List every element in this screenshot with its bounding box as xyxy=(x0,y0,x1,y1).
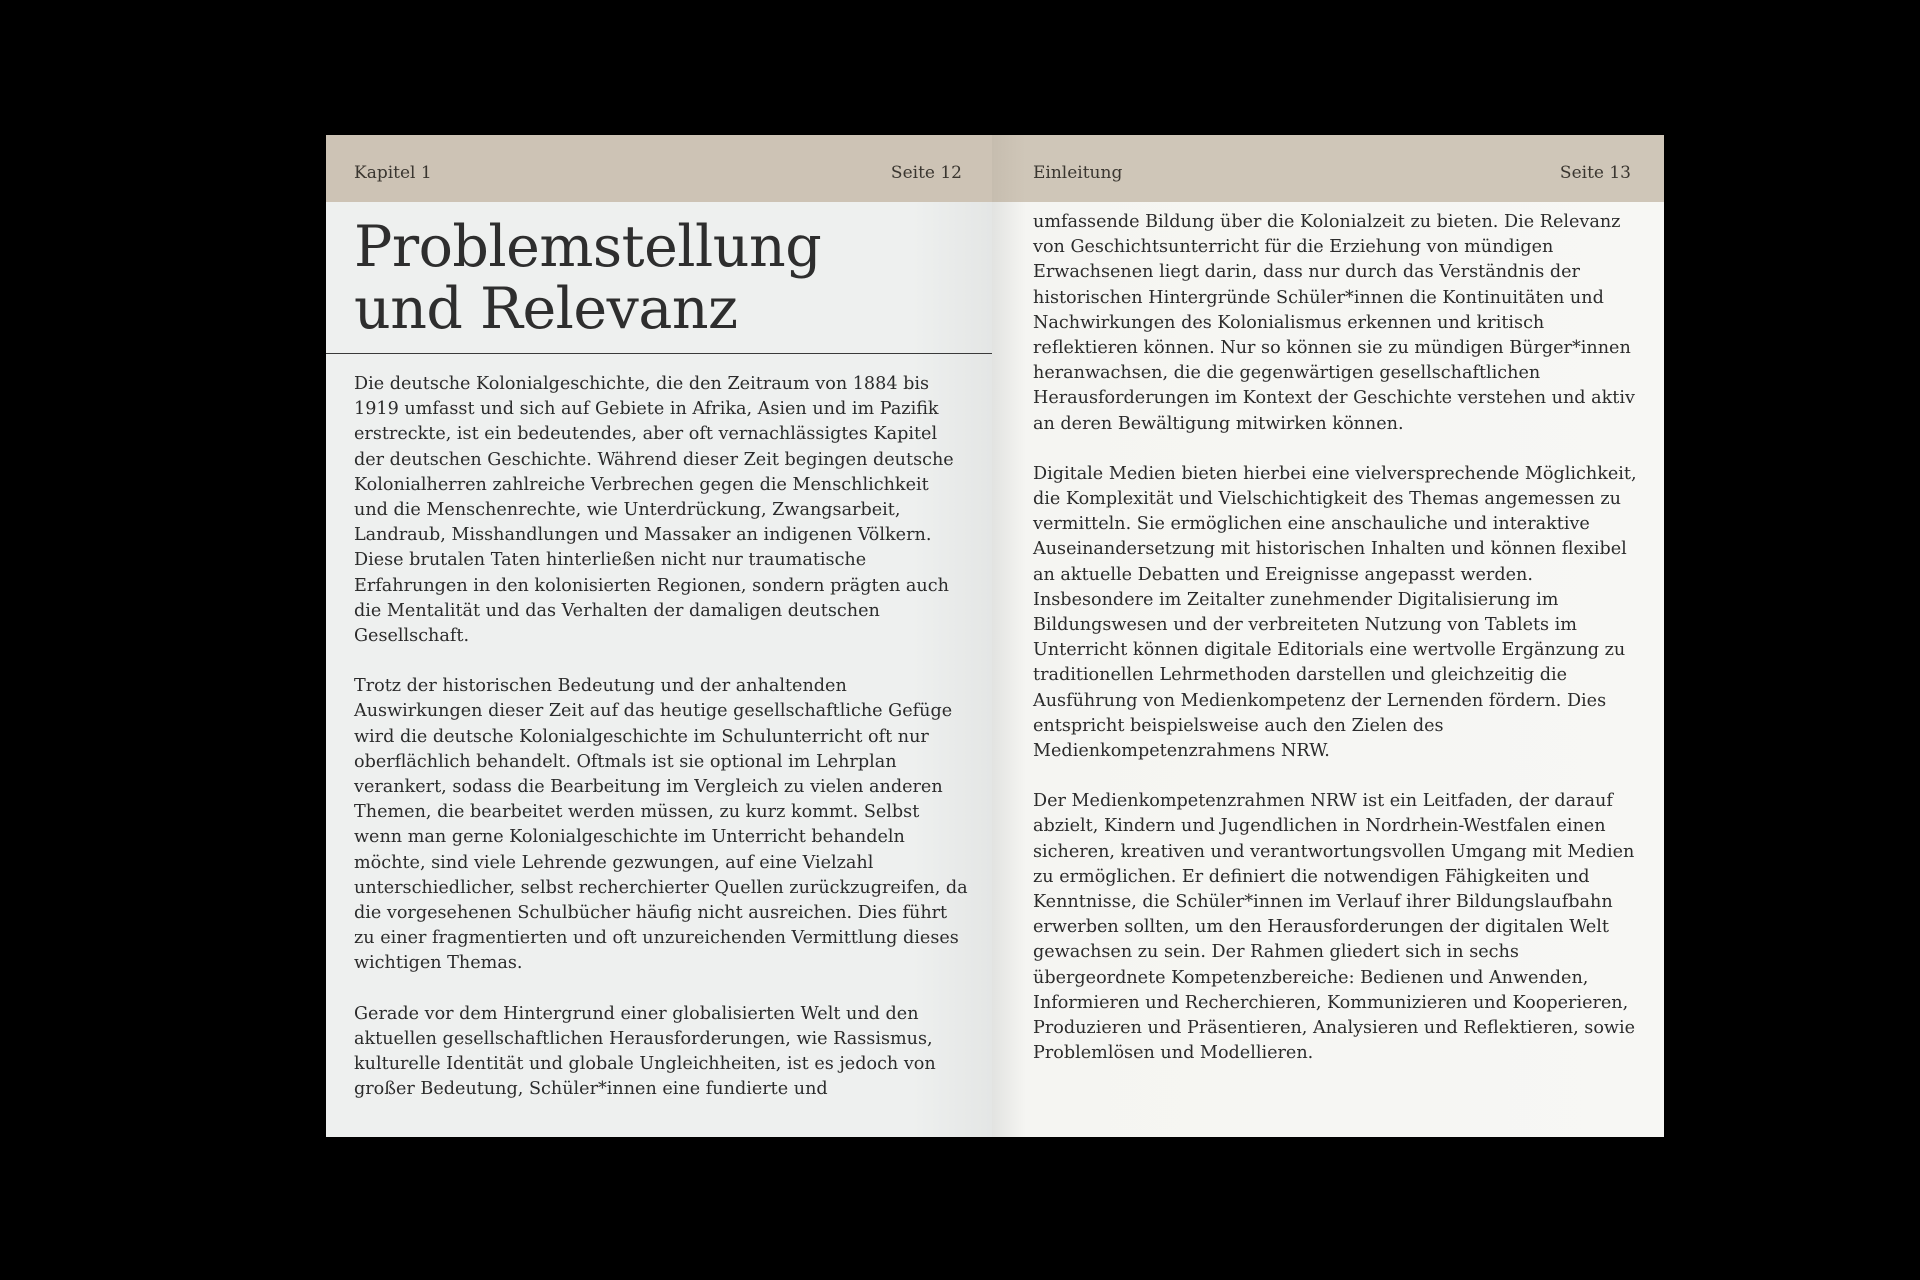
right-page-body xyxy=(992,202,1664,1067)
left-paragraph-1: Die deutsche Kolonialgeschichte, die den Zeitraum von 1884 bis 1919 umfasst und sich auf Gebiete in Afrika, Asien und im Pazifik erstreckte, ist ein bedeutendes, aber oft vernachlässigtes Kapitel der deutschen Geschichte. Während dieser Zeit begingen deutsche Kolonialherren zahlreiche Verbrechen gegen die Menschlichkeit und die Menschenrechte, wie Unterdrückung, Zwangsarbeit, Landraub, Misshandlungen und Massaker an indigenen Völkern. Diese brutalen Taten hinterließen nicht nur traumatische Erfahrungen in den kolonisierten Regionen, sondern prägten auch die Mentalität und das Verhalten der damaligen deutschen Gesellschaft. xyxy=(354,374,954,647)
page-title xyxy=(354,216,992,340)
right-page-header xyxy=(992,135,1664,202)
title-line-1: Problemstellung xyxy=(354,214,822,280)
left-paragraph-3: Gerade vor dem Hintergrund einer globalisierten Welt und den aktuellen gesellschaftlichen Herausforderungen, wie Rassismus, kulturelle Identität und globale Ungleichheiten, ist es jedoch von großer Bedeutung, Schüler*innen eine fundierte und xyxy=(354,1003,936,1100)
right-page-number: Seite 13 xyxy=(1559,162,1631,183)
right-page xyxy=(992,135,1664,1137)
title-line-2: und Relevanz xyxy=(354,276,738,342)
right-paragraph-2: Digitale Medien bieten hierbei eine vielversprechende Möglichkeit, die Komplexität und Vielschichtigkeit des Themas angemessen zu vermitteln. Sie ermöglichen eine anschauliche und interaktive Auseinandersetzung mit historischen Inhalten und können flexibel an aktuelle Debatten und Ereignisse angepasst werden. Insbesondere im Zeitalter zunehmender Digitalisierung im Bildungswesen und der verbreiteten Nutzung von Tablets im Unterricht können digitale Editorials eine wertvolle Ergänzung zu traditionellen Lehrmethoden darstellen und gleichzeitig die Ausführung von Medienkompetenz der Lernenden fördern. Dies entspricht beispielsweise auch den Zielen des Medienkompetenzrahmens NRW. xyxy=(1033,463,1637,762)
left-page-body xyxy=(326,354,992,1102)
left-page xyxy=(326,135,992,1137)
left-page-number: Seite 12 xyxy=(890,162,962,183)
section-label: Einleitung xyxy=(1033,162,1123,183)
right-paragraph-1: umfassende Bildung über die Kolonialzeit zu bieten. Die Relevanz von Geschichtsunterricht für die Erziehung von mündigen Erwachsenen liegt darin, dass nur durch das Verständnis der historischen Hintergründe Schüler*innen die Kontinuitäten und Nachwirkungen des Kolonialismus erkennen und kritisch reflektieren können. Nur so können sie zu mündigen Bürger*innen heranwachsen, die die gegenwärtigen gesellschaftlichen Herausforderungen im Kontext der Geschichte verstehen und aktiv an deren Bewältigung mitwirken können. xyxy=(1033,212,1635,434)
left-page-header xyxy=(326,135,992,202)
chapter-label: Kapitel 1 xyxy=(354,162,432,183)
booklet-spread xyxy=(326,135,1664,1137)
left-paragraph-2: Trotz der historischen Bedeutung und der anhaltenden Auswirkungen dieser Zeit auf das heutige gesellschaftliche Gefüge wird die deutsche Kolonialgeschichte im Schulunterricht oft nur oberflächlich behandelt. Oftmals ist sie optional im Lehrplan verankert, sodass die Bearbeitung im Vergleich zu vielen anderen Themen, die bearbeitet werden müssen, zu kurz kommt. Selbst wenn man gerne Kolonialgeschichte im Unterricht behandeln möchte, sind viele Lehrende gezwungen, auf eine Vielzahl unterschiedlicher, selbst recherchierter Quellen zurückzugreifen, da die vorgesehenen Schulbücher häufig nicht ausreichen. Dies führt zu einer fragmentierten und oft unzureichenden Vermittlung dieses wichtigen Themas. xyxy=(354,676,968,974)
right-paragraph-3: Der Medienkompetenzrahmen NRW ist ein Leitfaden, der darauf abzielt, Kindern und Jugendlichen in Nordrhein-Westfalen einen sicheren, kreativen und verantwortungsvollen Umgang mit Medien zu ermöglichen. Er definiert die notwendigen Fähigkeiten und Kenntnisse, die Schüler*innen im Verlauf ihrer Bildungslaufbahn erwerben sollten, um den Herausforderungen der digitalen Welt gewachsen zu sein. Der Rahmen gliedert sich in sechs übergeordnete Kompetenzbereiche: Bedienen und Anwenden, Informieren und Recherchieren, Kommunizieren und Kooperieren, Produzieren und Präsentieren, Analysieren und Reflektieren, sowie Problemlösen und Modellieren. xyxy=(1033,791,1636,1064)
